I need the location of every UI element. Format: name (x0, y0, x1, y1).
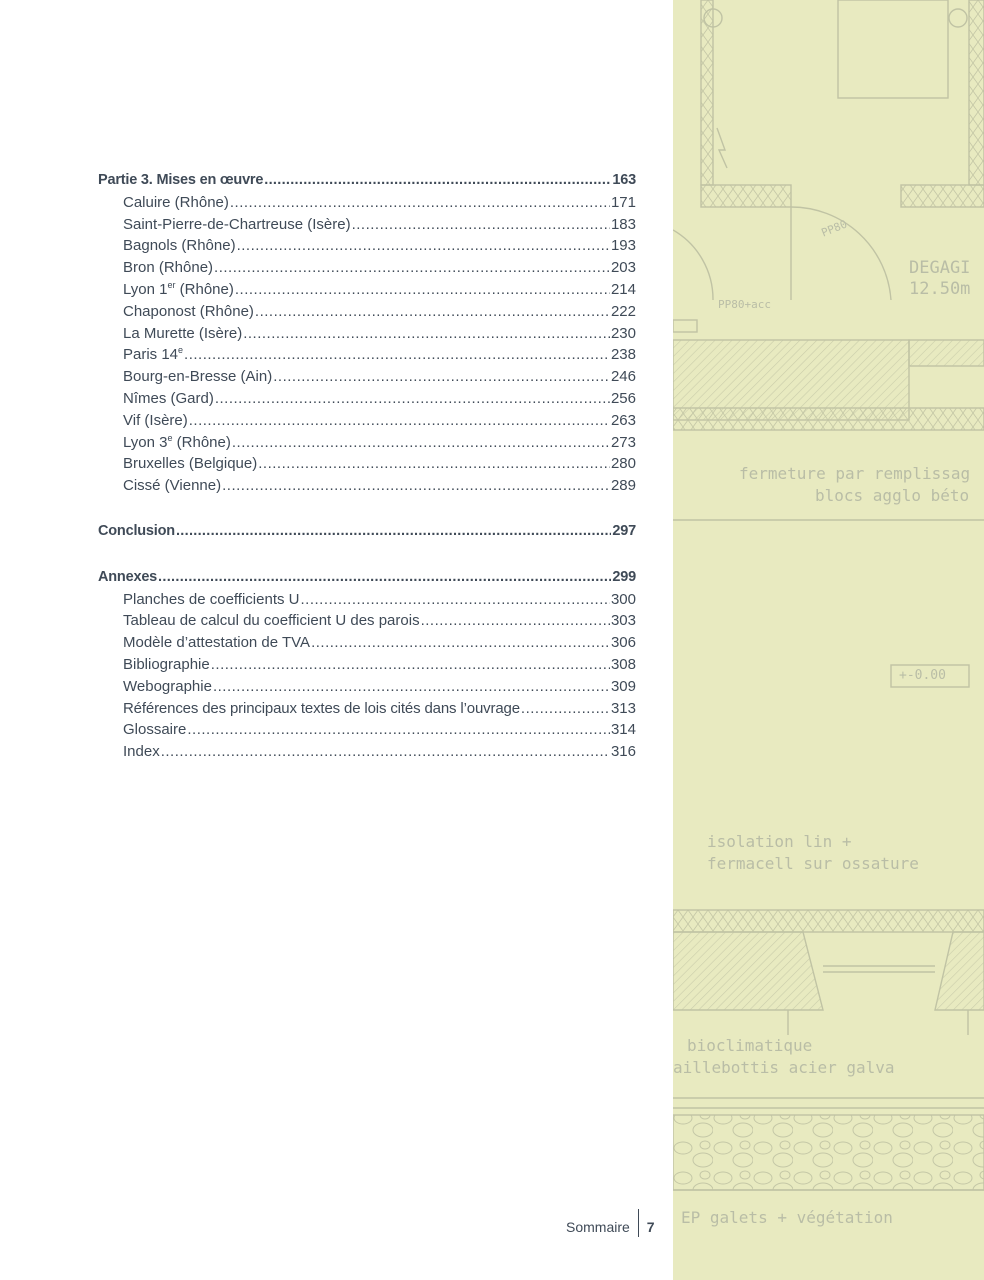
toc-leader-dots (184, 344, 610, 366)
toc-heading-label: Conclusion (98, 522, 175, 539)
toc-entry[interactable] (98, 719, 636, 741)
toc-leader-dots (189, 410, 610, 432)
toc-heading-page: 297 (612, 522, 636, 539)
toc-entry[interactable] (98, 214, 636, 236)
toc-entry[interactable] (98, 366, 636, 388)
toc-section-conclusion (98, 521, 636, 543)
toc-entry-label: Bibliographie (123, 655, 210, 673)
toc-entry-label: Cissé (Vienne) (123, 477, 222, 495)
toc-leader-dots (521, 698, 610, 720)
toc-entry-page: 316 (610, 743, 636, 761)
toc-entry-page: 313 (610, 699, 636, 717)
toc-entry-label: Vif (Isère) (123, 411, 188, 429)
toc-leader-dots (230, 192, 610, 214)
footer-section-label: Sommaire (566, 1219, 630, 1235)
toc-entry[interactable] (98, 279, 636, 301)
toc-leader-dots (255, 301, 610, 323)
toc-leader-dots (352, 214, 610, 236)
toc-entry[interactable] (98, 475, 636, 497)
toc-entry-page: 263 (610, 411, 636, 429)
toc-entry-label: Bron (Rhône) (123, 259, 214, 277)
toc-entry-page: 183 (610, 215, 636, 233)
toc-entry[interactable] (98, 192, 636, 214)
page-number: 7 (646, 1219, 655, 1235)
toc-entry-label: Références des principaux textes de lois cités dans l’ouvrage (123, 699, 520, 717)
toc-heading[interactable] (98, 521, 636, 543)
toc-entry-page: 222 (610, 302, 636, 320)
plan-note: bioclimatique (687, 1036, 813, 1055)
footer-divider (638, 1209, 639, 1237)
toc-entry-label: Planches de coefficients U (123, 590, 300, 608)
toc-heading[interactable] (98, 170, 636, 192)
toc-leader-dots (215, 388, 610, 410)
toc-entry[interactable] (98, 388, 636, 410)
toc-entry[interactable] (98, 589, 636, 611)
toc-leader-dots (213, 676, 610, 698)
toc-leader-dots (158, 567, 611, 589)
toc-leader-dots (232, 432, 610, 454)
toc-entry-label: Paris 14e (123, 345, 184, 364)
toc-entry[interactable] (98, 257, 636, 279)
toc-leader-dots (311, 632, 610, 654)
toc-leader-dots (176, 521, 611, 543)
toc-entry[interactable] (98, 453, 636, 475)
toc-entry-label: Bourg-en-Bresse (Ain) (123, 368, 273, 386)
toc-entry[interactable] (98, 654, 636, 676)
toc-heading-label: Annexes (98, 568, 158, 585)
toc-entry-page: 214 (610, 280, 636, 298)
toc-entry-label: Bagnols (Rhône) (123, 237, 236, 255)
toc-heading-page: 299 (612, 568, 636, 585)
toc-entry[interactable] (98, 676, 636, 698)
toc-entry-label: Caluire (Rhône) (123, 193, 229, 211)
plan-note: fermeture par remplissag (739, 464, 971, 483)
toc-leader-dots (214, 257, 610, 279)
toc-leader-dots (235, 279, 610, 301)
toc-entry-page: 171 (610, 193, 636, 211)
toc-entry-label: Nîmes (Gard) (123, 389, 214, 407)
toc-leader-dots (258, 453, 610, 475)
toc-entry[interactable] (98, 323, 636, 345)
plan-note: aillebottis acier galva (673, 1058, 895, 1077)
toc-entry-page: 306 (610, 634, 636, 652)
toc-leader-dots (211, 654, 610, 676)
plan-drawing (673, 0, 984, 1280)
toc-entry-page: 273 (610, 433, 636, 451)
toc-entry-page: 314 (610, 721, 636, 739)
toc-section-partie-3 (98, 170, 636, 497)
table-of-contents (98, 170, 636, 787)
toc-entry-page: 300 (610, 590, 636, 608)
plan-label-room-area: 12.50m (909, 279, 971, 299)
plan-note: EP galets + végétation (681, 1208, 893, 1227)
plan-label-room: DEGAGI (909, 258, 971, 278)
toc-entry-page: 246 (610, 368, 636, 386)
toc-entry-page: 193 (610, 237, 636, 255)
plan-label-door: PP80 (819, 217, 849, 240)
toc-leader-dots (161, 741, 610, 763)
toc-entry[interactable] (98, 344, 636, 366)
toc-entry-page: 230 (610, 324, 636, 342)
toc-entry-label: Index (123, 743, 160, 761)
toc-entry[interactable] (98, 432, 636, 454)
toc-entry-page: 280 (610, 455, 636, 473)
toc-heading[interactable] (98, 567, 636, 589)
toc-leader-dots (421, 610, 610, 632)
toc-entry[interactable] (98, 235, 636, 257)
plan-label-door: PP80+acc (718, 298, 771, 311)
toc-entry-label: Lyon 3e (Rhône) (123, 432, 231, 451)
toc-entry-page: 256 (610, 389, 636, 407)
toc-leader-dots (301, 589, 610, 611)
toc-entry[interactable] (98, 741, 636, 763)
toc-entry-label: Glossaire (123, 721, 187, 739)
toc-leader-dots (187, 719, 610, 741)
toc-leader-dots (237, 235, 610, 257)
architectural-plan-image (673, 0, 984, 1280)
toc-entry-page: 203 (610, 259, 636, 277)
toc-heading-label: Partie 3. Mises en œuvre (98, 172, 264, 188)
toc-leader-dots (243, 323, 610, 345)
toc-leader-dots (222, 475, 610, 497)
toc-entry-label: Saint-Pierre-de-Chartreuse (Isère) (123, 215, 351, 233)
toc-entry-label: La Murette (Isère) (123, 324, 243, 342)
plan-note: fermacell sur ossature (707, 854, 919, 873)
toc-entry[interactable] (98, 610, 636, 632)
toc-entry-label: Tableau de calcul du coefficient U des parois (123, 612, 420, 630)
toc-entry-label: Bruxelles (Belgique) (123, 455, 258, 473)
plan-note: isolation lin + (707, 832, 852, 851)
toc-entry-label: Chaponost (Rhône) (123, 302, 254, 320)
toc-entry[interactable] (98, 410, 636, 432)
toc-entry[interactable] (98, 698, 636, 720)
toc-entry-label: Webographie (123, 677, 212, 695)
toc-entry[interactable] (98, 301, 636, 323)
toc-section-annexes (98, 567, 636, 763)
toc-entry-page: 308 (610, 655, 636, 673)
page-footer (566, 1212, 655, 1242)
toc-entry-label: Lyon 1er (Rhône) (123, 279, 234, 298)
toc-leader-dots (273, 366, 610, 388)
toc-entry-label: Modèle d’attestation de TVA (123, 634, 311, 652)
toc-leader-dots (264, 170, 611, 192)
plan-level-label: +-0.00 (899, 668, 946, 683)
toc-heading-page: 163 (612, 172, 636, 188)
toc-entry-page: 303 (610, 612, 636, 630)
plan-note: blocs agglo béto (815, 486, 970, 505)
toc-entry-page: 289 (610, 477, 636, 495)
toc-entry-page: 238 (610, 346, 636, 364)
toc-entry-page: 309 (610, 677, 636, 695)
toc-entry[interactable] (98, 632, 636, 654)
